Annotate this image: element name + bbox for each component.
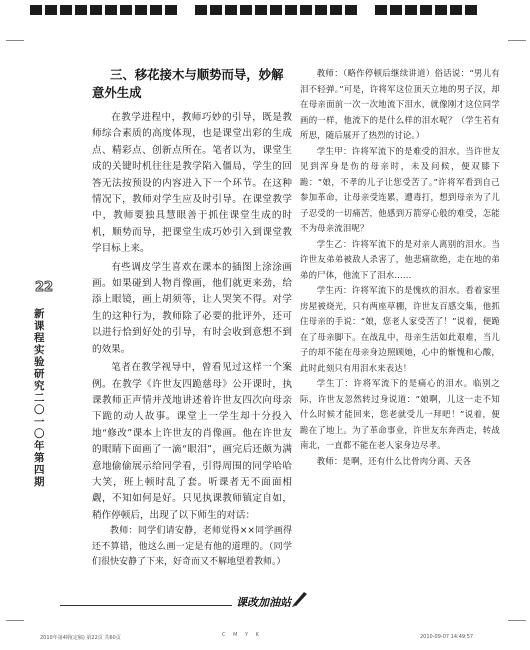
dialogue-paragraph: 教师：（略作停顿后继续讲道）俗话说：“男儿有泪不轻弹。”可是，许将军这位顶天立地的男子汉，却在母亲面前一次一次地流下泪水，就像刚才这位同学画的一样，他流下的是什么样的泪水呢？（学生若有所思，随后展开了热烈的讨论。） [300, 68, 500, 140]
dialogue-paragraph: 教师：是啊，还有什么比骨肉分离、天各 [316, 455, 472, 466]
right-column [300, 66, 500, 469]
dialogue-paragraph: 学生丁：许将军流下的是痛心的泪水。临别之际，许世友忽然转过身说道：“娘啊，儿这一走不知什么时候才能回来，您老就受儿一拜吧！”说着，便跪在了地上。为了革命事业，许世友东奔西走，转战南北，一直都不能在老人家身边尽孝。 [300, 378, 500, 450]
crop-mark-top-left [6, 40, 24, 41]
pen-nib-icon [290, 588, 310, 608]
crop-mark-bottom-right [508, 620, 526, 621]
journal-title-vertical: 新课程实验研究 二〇一〇年 第四期 [34, 308, 45, 488]
dialogue-paragraph: 学生丙：许将军流下的是愧疚的泪水。看着家里房屋被烧光，只有两座草棚，许世友百感交集，他抓住母亲的手说：“娘，您老人家受苦了！”说着，便跪在了母亲脚下。在战乱中，母亲生活如此艰难，当儿子的却不能在母亲身边照顾她，心中的惭愧和心酸，此时此刻只有用泪水来表达！ [300, 285, 500, 373]
print-info-right: 2010-09-07 14:49:57 [420, 634, 474, 640]
page-number: 22 [34, 280, 54, 295]
left-column [92, 66, 292, 571]
footer-column-label: 课改加油站 [232, 594, 295, 610]
dialogue-paragraph: 教师：同学们请安静，老师觉得××同学画得还不算错，他这么画一定是有他的道理的。（同学们很快安静了下来，好奇而又不解地望着教师。） [92, 526, 292, 568]
body-paragraph: 在教学进程中，教师巧妙的引导，既是教师综合素质的高度体现，也是课堂出彩的生成点、精彩点、创新点所在。笔者以为，课堂生成的关键时机往往是教学陷入僵局，学生的回答无法按预设的内容进入下一个环节。在这种情况下，教师对学生应及时引导。在课堂教学中，教师要独具慧眼善于抓住课堂生成的时机，顺势而导，把课堂生成巧妙引入到课堂教学目标上来。 [92, 112, 292, 255]
crop-mark-top-right [508, 40, 526, 41]
print-info-left: 2010年第4期(定稿) 第22页 共60页 [40, 635, 121, 641]
body-paragraph: 有些调皮学生喜欢在课本的插图上涂涂画画。如果碰到人物肖像画，他们就更来劲，给添上眼镜，画上胡须等，让人哭笑不得。对学生的这种行为，教师除了必要的批评外，还可以进行恰到好处的引导，有时会收到意想不到的效果。 [92, 261, 292, 355]
dialogue-paragraph: 学生乙：许将军流下的是对亲人离别的泪水。当许世友弟弟被敌人杀害了，他悲痛欲绝，走在地的弟弟的尸体，他流下了泪水...... [300, 238, 500, 280]
crop-mark-bottom-left [6, 620, 24, 621]
section-heading: 三、移花接木与顺势而导，妙解意外生成 [92, 67, 284, 100]
dialogue-paragraph: 学生甲：许将军流下的是难受的泪水。当许世友见到浑身是伤的母亲时，未及问候，便双膝下跪：“娘，不孝的儿子让您受苦了。”许将军看到自己参加革命，让母亲受连累，遭毒打，想到母亲为了儿子忍受的一切痛苦，他感到万箭穿心般的难受，怎能不为母亲流泪呢？ [300, 145, 500, 233]
journal-sidebar [32, 280, 56, 490]
registration-marks [30, 0, 500, 10]
color-separation-label: C M Y K [222, 632, 262, 638]
body-paragraph: 笔者在教学视导中，曾看见过这样一个案例。在教学《许世友四跪慈母》公开课时，执课教师正声情并茂地讲述着许世友四次向母亲下跪的动人故事。课堂上一学生却十分投入地“修改”课本上许世友的肖像画。他在许世友的眼睛下面画了一滴“眼泪”，画完后还颇为满意地偷偷展示给同学看，引得周围的同学哈哈大笑，班上顿时乱了套。听课者无不面面相觑，不知如何是好。只见执课教师镇定自如，稍作停顿后，出现了以下师生的对话： [92, 362, 292, 521]
